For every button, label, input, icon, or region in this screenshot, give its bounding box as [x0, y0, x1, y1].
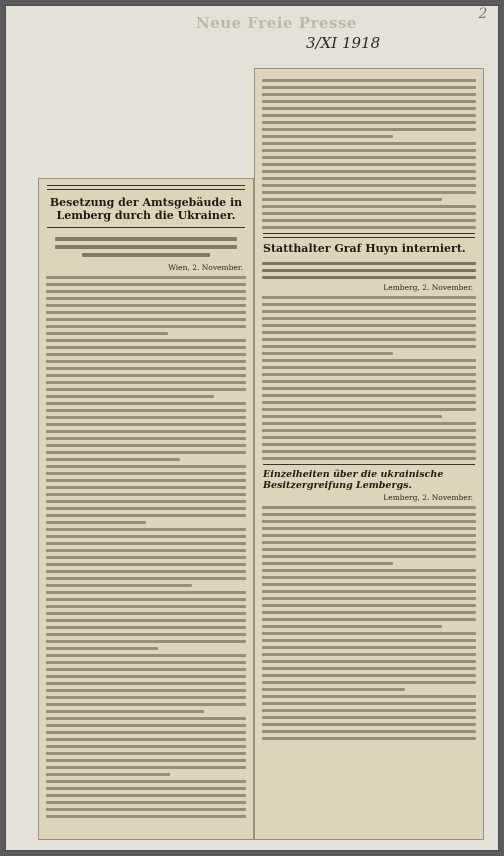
text-line	[46, 332, 168, 335]
text-line	[262, 156, 476, 159]
text-line	[46, 787, 246, 790]
text-line	[46, 507, 246, 510]
text-line	[262, 149, 476, 152]
text-line	[46, 374, 246, 377]
text-line	[262, 121, 476, 124]
text-line	[46, 577, 246, 580]
text-line	[46, 682, 246, 685]
text-line	[262, 191, 476, 194]
text-line	[262, 219, 476, 222]
text-line	[262, 177, 476, 180]
text-line	[262, 597, 476, 600]
text-line	[262, 702, 476, 705]
text-line	[262, 128, 476, 131]
text-line	[262, 366, 476, 369]
text-line	[46, 605, 246, 608]
text-line	[46, 633, 246, 636]
text-line	[46, 549, 246, 552]
text-line	[262, 695, 476, 698]
text-line	[46, 640, 246, 643]
rule	[47, 227, 245, 228]
text-line	[46, 402, 246, 405]
text-line	[46, 514, 246, 517]
left-dateline: Wien, 2. November.	[168, 263, 243, 273]
text-line	[46, 276, 246, 279]
text-line	[46, 619, 246, 622]
text-line	[262, 674, 476, 677]
text-line	[46, 458, 180, 461]
text-line	[262, 653, 476, 656]
rule	[263, 233, 475, 238]
text-line	[46, 521, 146, 524]
right-headline-2: Einzelheiten über die ukrainische Besitzergreifung Lembergs.	[263, 468, 444, 491]
text-line	[46, 528, 246, 531]
text-line	[46, 801, 246, 804]
text-line	[262, 331, 476, 334]
text-line	[262, 387, 476, 390]
text-line	[262, 681, 476, 684]
text-line	[46, 766, 246, 769]
text-line	[262, 555, 476, 558]
text-line	[46, 339, 246, 342]
text-line	[46, 416, 246, 419]
text-line	[46, 542, 246, 545]
right-headline-1: Statthalter Graf Huyn interniert.	[263, 242, 466, 255]
text-line	[262, 730, 476, 733]
text-line	[262, 660, 476, 663]
text-line	[46, 409, 246, 412]
text-line	[46, 794, 246, 797]
text-line	[262, 394, 476, 397]
text-line	[46, 731, 246, 734]
text-line	[262, 667, 476, 670]
text-line	[262, 79, 476, 82]
text-line	[262, 639, 476, 642]
text-line	[46, 710, 204, 713]
text-line	[262, 205, 476, 208]
text-line	[46, 500, 246, 503]
text-line	[262, 226, 476, 229]
text-line	[46, 451, 246, 454]
text-line	[262, 506, 476, 509]
text-line	[46, 661, 246, 664]
text-line	[46, 759, 246, 762]
text-line	[262, 688, 405, 691]
text-line	[262, 408, 476, 411]
text-line	[262, 401, 476, 404]
text-line	[262, 310, 476, 313]
text-line	[46, 304, 246, 307]
text-line	[46, 612, 246, 615]
text-line	[46, 703, 246, 706]
text-line	[262, 107, 476, 110]
text-line	[46, 675, 246, 678]
rule	[47, 185, 245, 190]
text-line	[46, 535, 246, 538]
text-line	[46, 773, 170, 776]
text-line	[46, 290, 246, 293]
right-top-text	[255, 69, 483, 229]
masthead: Neue Freie Presse	[196, 14, 357, 32]
corner-mark: 2	[478, 6, 488, 22]
text-line	[262, 352, 393, 355]
text-line	[262, 723, 476, 726]
text-line	[262, 618, 476, 621]
text-line	[262, 373, 476, 376]
text-line	[262, 415, 442, 418]
text-line	[46, 444, 246, 447]
text-line	[46, 395, 214, 398]
text-line	[46, 479, 246, 482]
text-line	[262, 583, 476, 586]
right-subhead-1-lines	[255, 262, 483, 279]
text-line	[46, 346, 246, 349]
text-line	[262, 562, 393, 565]
text-line	[46, 367, 246, 370]
text-line	[46, 353, 246, 356]
text-line	[262, 457, 476, 460]
text-line	[46, 696, 246, 699]
right-dateline-2: Lemberg, 2. November.	[383, 493, 473, 503]
text-line	[46, 297, 246, 300]
text-line	[262, 338, 476, 341]
text-line	[46, 486, 246, 489]
text-line	[262, 324, 476, 327]
text-line	[46, 381, 246, 384]
text-line	[262, 716, 476, 719]
text-line	[46, 745, 246, 748]
text-line	[46, 325, 246, 328]
text-line	[46, 493, 246, 496]
text-line	[262, 541, 476, 544]
right-dateline-1: Lemberg, 2. November.	[383, 282, 473, 292]
text-line	[46, 360, 246, 363]
text-line	[262, 709, 476, 712]
text-line	[46, 654, 246, 657]
text-line	[262, 170, 476, 173]
text-line	[262, 303, 476, 306]
left-clipping	[38, 178, 254, 840]
text-line	[46, 423, 246, 426]
text-line	[262, 625, 442, 628]
text-line	[46, 465, 246, 468]
text-line	[262, 142, 476, 145]
text-line	[46, 318, 246, 321]
right-clipping	[254, 68, 484, 840]
text-line	[262, 429, 476, 432]
text-line	[46, 388, 246, 391]
text-line	[262, 443, 476, 446]
text-line	[46, 472, 246, 475]
right-bottom-text	[255, 506, 483, 740]
text-line	[262, 345, 476, 348]
text-line	[262, 359, 476, 362]
text-line	[46, 780, 246, 783]
text-line	[46, 689, 246, 692]
text-line	[262, 100, 476, 103]
text-line	[262, 93, 476, 96]
text-line	[262, 646, 476, 649]
text-line	[46, 563, 246, 566]
text-line	[262, 548, 476, 551]
text-line	[46, 717, 246, 720]
newspaper-page	[6, 6, 498, 850]
text-line	[46, 647, 158, 650]
text-line	[262, 114, 476, 117]
text-line	[262, 198, 442, 201]
text-line	[262, 212, 476, 215]
text-line	[262, 576, 476, 579]
text-line	[46, 430, 246, 433]
text-line	[262, 604, 476, 607]
text-line	[46, 598, 246, 601]
text-line	[46, 815, 246, 818]
text-line	[262, 534, 476, 537]
text-line	[46, 752, 246, 755]
text-line	[262, 513, 476, 516]
left-subhead-lines	[39, 231, 253, 263]
text-line	[262, 590, 476, 593]
text-line	[46, 738, 246, 741]
text-line	[262, 86, 476, 89]
text-line	[46, 668, 246, 671]
text-line	[262, 296, 476, 299]
text-line	[46, 808, 246, 811]
text-line	[46, 437, 246, 440]
text-line	[46, 626, 246, 629]
handwritten-date: 3/XI 1918	[306, 34, 381, 52]
text-line	[262, 135, 393, 138]
text-line	[46, 570, 246, 573]
text-line	[262, 317, 476, 320]
text-line	[46, 724, 246, 727]
left-body-text	[39, 276, 253, 818]
text-line	[262, 569, 476, 572]
text-line	[262, 520, 476, 523]
text-line	[46, 584, 192, 587]
text-line	[46, 311, 246, 314]
text-line	[262, 436, 476, 439]
text-line	[262, 611, 476, 614]
text-line	[262, 163, 476, 166]
text-line	[262, 632, 476, 635]
left-headline: Besetzung der Amtsgebäude in Lemberg durch die Ukrainer.	[49, 196, 243, 222]
text-line	[262, 527, 476, 530]
text-line	[46, 283, 246, 286]
text-line	[46, 556, 246, 559]
text-line	[262, 380, 476, 383]
rule	[263, 464, 475, 465]
right-middle-text	[255, 296, 483, 460]
text-line	[262, 184, 476, 187]
text-line	[262, 737, 476, 740]
text-line	[262, 450, 476, 453]
text-line	[46, 591, 246, 594]
text-line	[262, 422, 476, 425]
